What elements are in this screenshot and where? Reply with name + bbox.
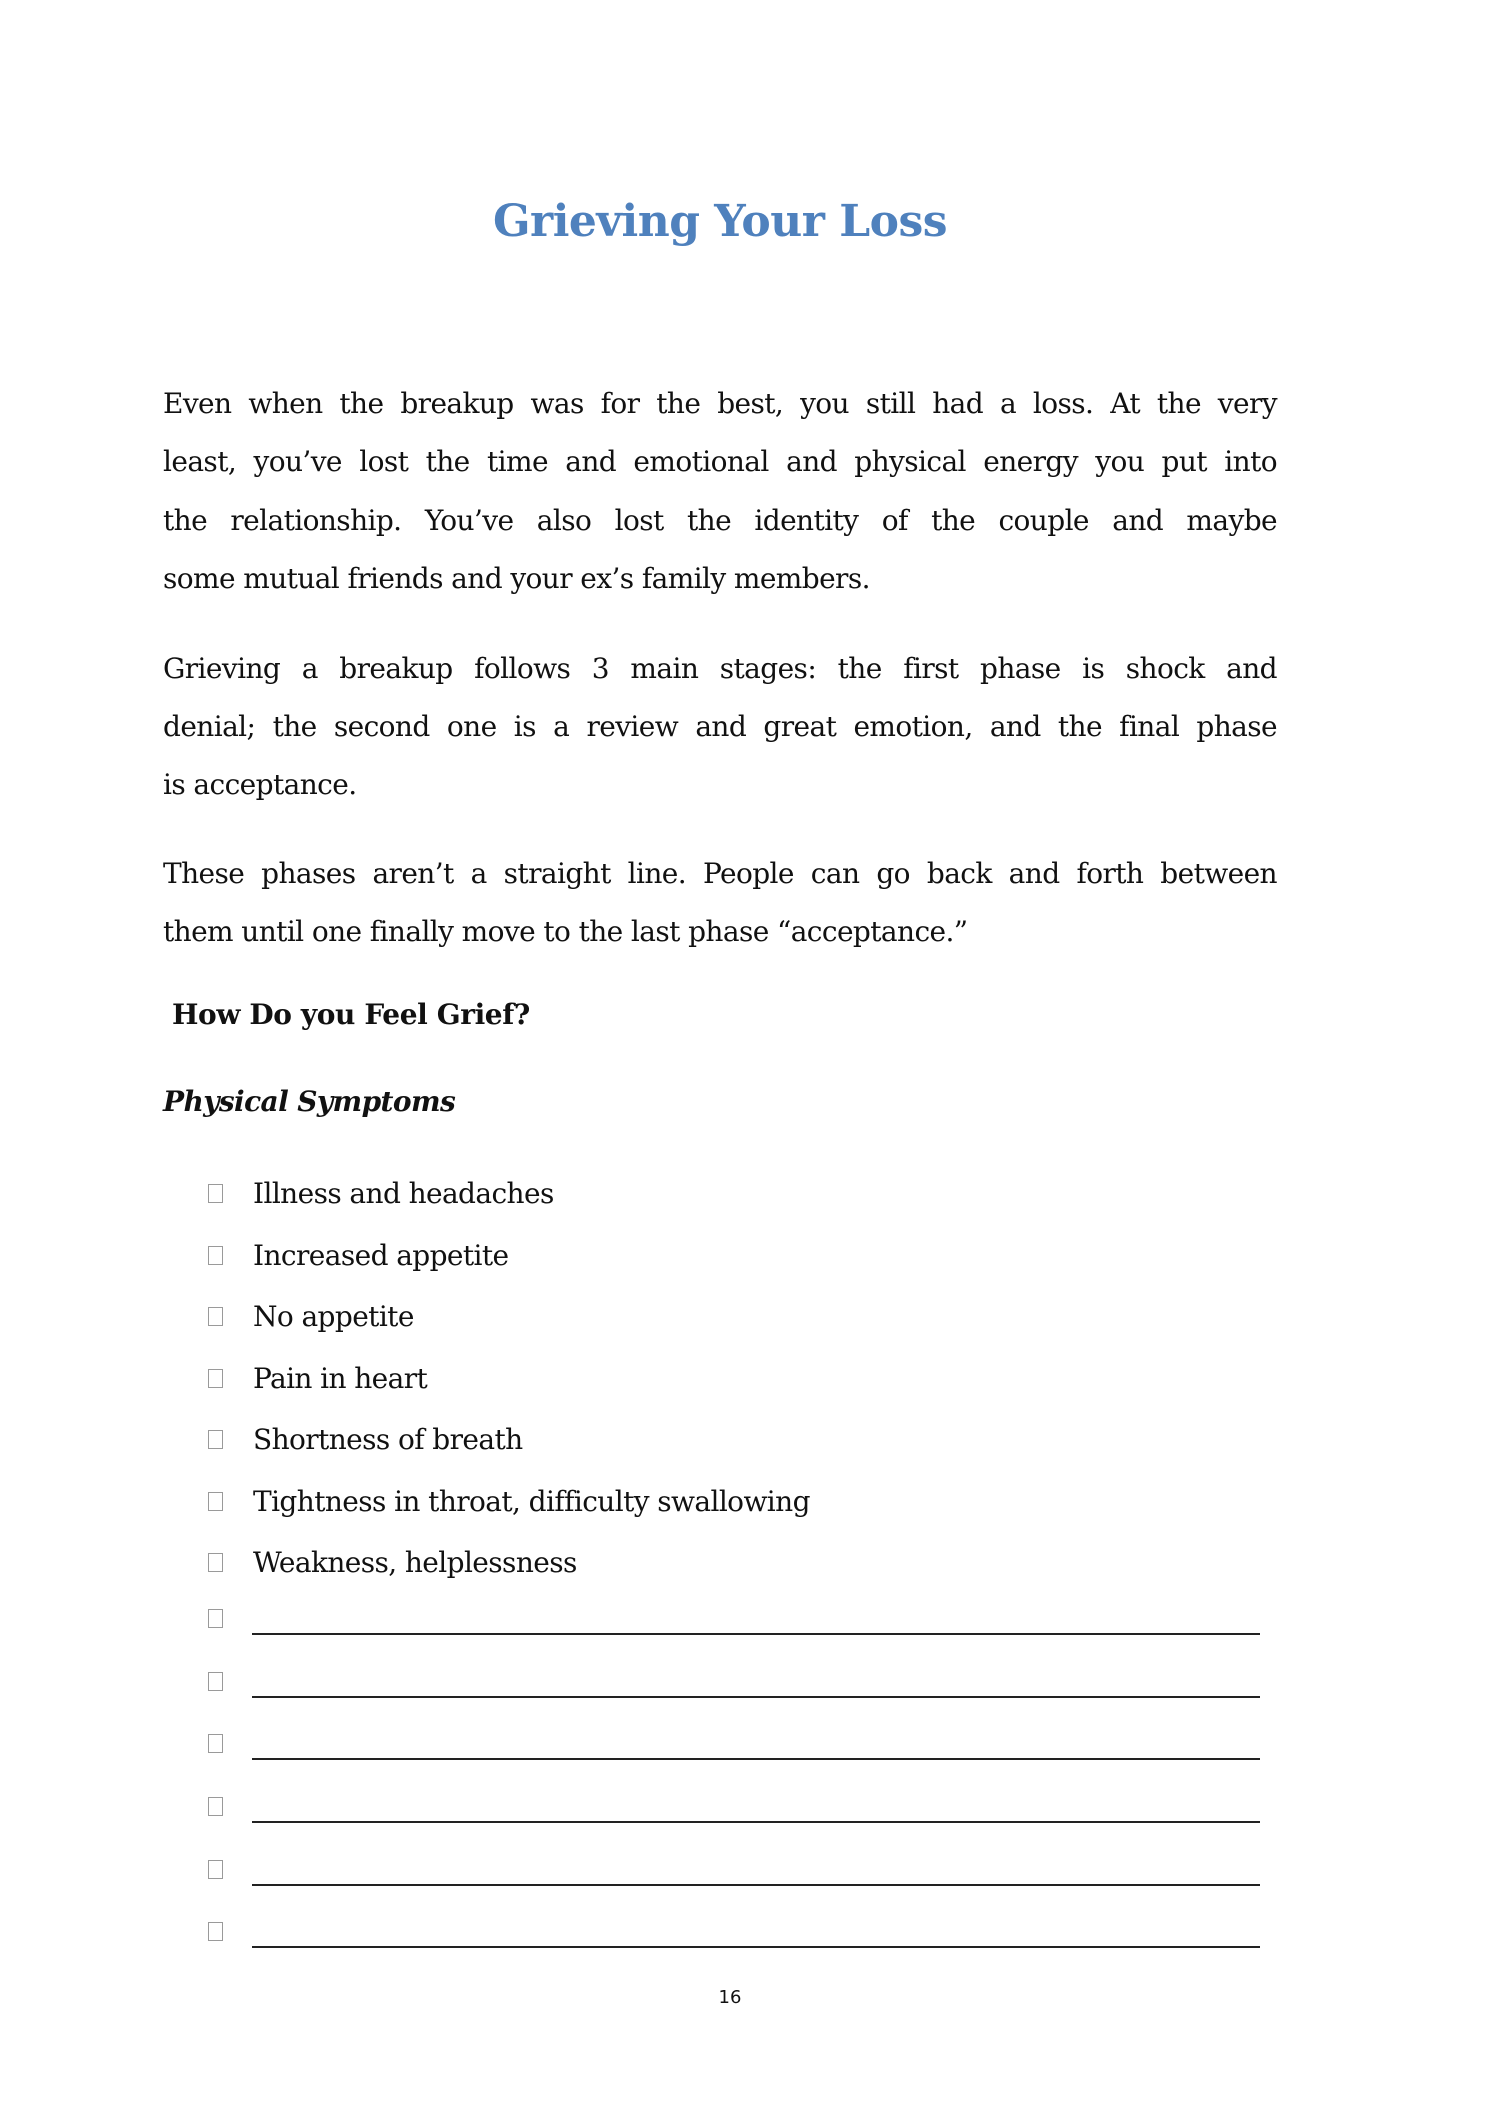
checkbox[interactable]: [208, 1184, 223, 1203]
checklist-item-label: Illness and headaches: [253, 1177, 554, 1210]
checkbox[interactable]: [208, 1672, 223, 1691]
blank-entry[interactable]: [208, 1850, 1268, 1890]
checkbox[interactable]: [208, 1492, 223, 1511]
write-in-line[interactable]: [252, 1821, 1260, 1823]
blank-entry[interactable]: [208, 1912, 1268, 1952]
blank-entry[interactable]: [208, 1599, 1268, 1639]
blank-entry[interactable]: [208, 1662, 1268, 1702]
write-in-line[interactable]: [252, 1758, 1260, 1760]
checklist-item[interactable]: [208, 1297, 1268, 1337]
checklist-item[interactable]: [208, 1174, 1268, 1214]
page-title: Grieving Your Loss: [492, 196, 948, 247]
paragraph-line: them until one finally move to the last phase “acceptance.”: [163, 915, 968, 948]
checklist-item-label: Tightness in throat, difficulty swallowing: [253, 1485, 810, 1518]
checkbox[interactable]: [208, 1369, 223, 1388]
checkbox[interactable]: [208, 1734, 223, 1753]
section-heading: How Do you Feel Grief?: [172, 998, 530, 1031]
paragraph-line: the relationship. You’ve also lost the identity of the couple and maybe: [163, 504, 1277, 537]
blank-entry[interactable]: [208, 1724, 1268, 1764]
paragraph-line: some mutual friends and your ex’s family members.: [163, 562, 870, 595]
checkbox[interactable]: [208, 1430, 223, 1449]
subsection-heading: Physical Symptoms: [163, 1085, 456, 1118]
checklist-item-label: Weakness, helplessness: [253, 1546, 577, 1579]
paragraph-line: is acceptance.: [163, 768, 357, 801]
checkbox[interactable]: [208, 1553, 223, 1572]
page-number: 16: [718, 1987, 742, 2008]
checklist-item[interactable]: [208, 1236, 1268, 1276]
write-in-line[interactable]: [252, 1946, 1260, 1948]
checklist-item-label: Pain in heart: [253, 1362, 428, 1395]
blank-entry[interactable]: [208, 1787, 1268, 1827]
write-in-line[interactable]: [252, 1884, 1260, 1886]
checkbox[interactable]: [208, 1797, 223, 1816]
checklist-item[interactable]: [208, 1482, 1268, 1522]
checklist-item-label: No appetite: [253, 1300, 414, 1333]
checklist-item[interactable]: [208, 1420, 1268, 1460]
checklist-item-label: Shortness of breath: [253, 1423, 523, 1456]
checkbox[interactable]: [208, 1307, 223, 1326]
checkbox[interactable]: [208, 1246, 223, 1265]
paragraph-line: denial; the second one is a review and great emotion, and the final phase: [163, 710, 1277, 743]
paragraph-line: These phases aren’t a straight line. People can go back and forth between: [163, 857, 1277, 890]
paragraph-line: Even when the breakup was for the best, you still had a loss. At the very: [163, 387, 1277, 420]
checklist-item[interactable]: [208, 1543, 1268, 1583]
write-in-line[interactable]: [252, 1696, 1260, 1698]
paragraph-line: Grieving a breakup follows 3 main stages: the first phase is shock and: [163, 652, 1277, 685]
checkbox[interactable]: [208, 1922, 223, 1941]
checkbox[interactable]: [208, 1609, 223, 1628]
checklist-item-label: Increased appetite: [253, 1239, 509, 1272]
paragraph-line: least, you’ve lost the time and emotional and physical energy you put into: [163, 445, 1277, 478]
checklist-item[interactable]: [208, 1359, 1268, 1399]
write-in-line[interactable]: [252, 1633, 1260, 1635]
checkbox[interactable]: [208, 1860, 223, 1879]
